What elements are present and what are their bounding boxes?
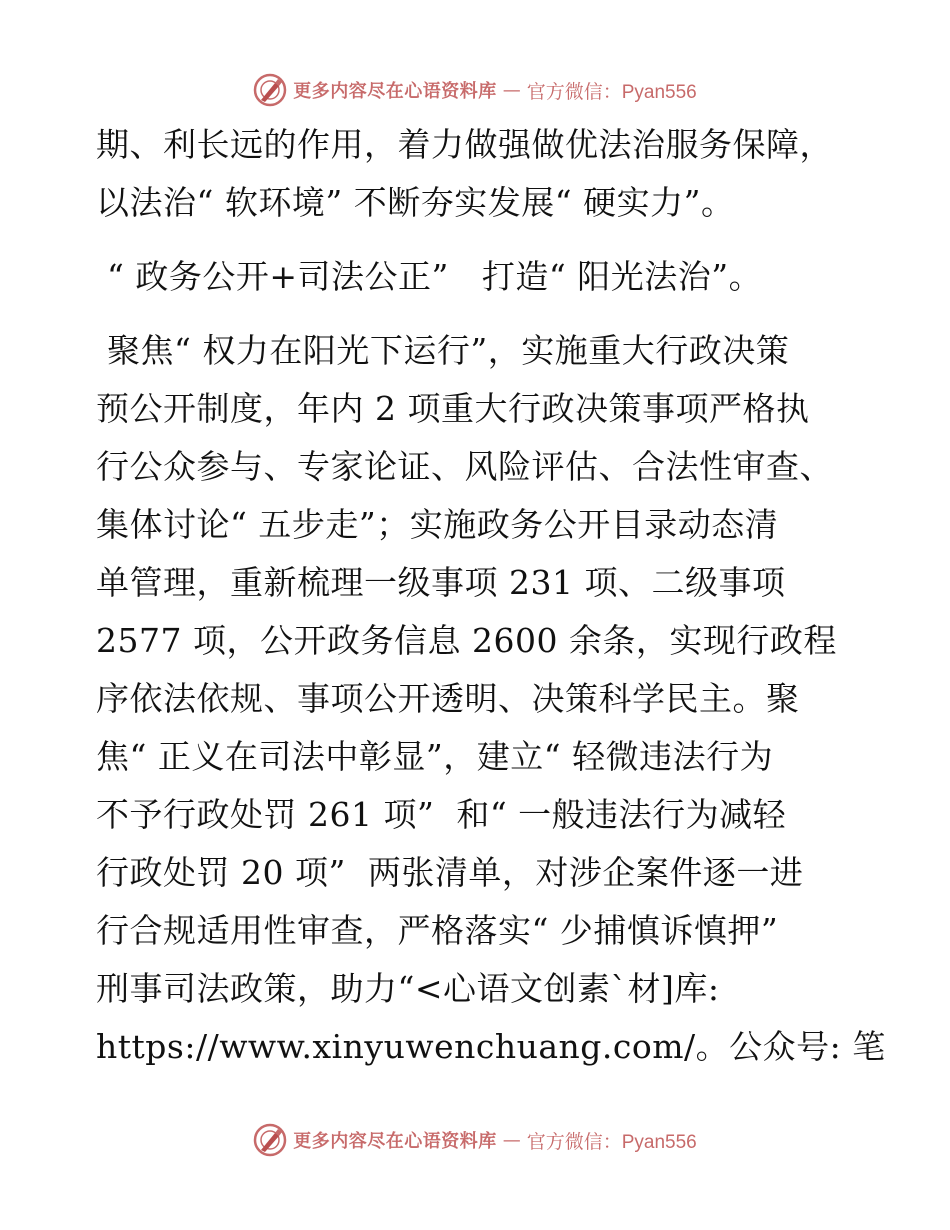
header-watermark-wechat: 官方微信：Pyan556	[526, 81, 697, 103]
body-line: 焦“ 正义在司法中彰显”，建立“ 轻微违法行为	[96, 737, 774, 776]
pen-logo-icon	[253, 1123, 287, 1157]
body-line: 集体讨论“ 五步走”；实施政务公开目录动态清	[96, 505, 779, 544]
header-watermark	[0, 70, 950, 110]
body-line: 序依法依规、事项公开透明、决策科学民主。聚	[96, 679, 800, 718]
body-line: 行公众参与、专家论证、风险评估、合法性审查、	[96, 447, 833, 486]
footer-watermark	[0, 1120, 950, 1160]
footer-watermark-separator: —	[502, 1129, 521, 1151]
pen-logo-icon	[253, 73, 287, 107]
footer-watermark-wechat: 官方微信：Pyan556	[526, 1131, 697, 1153]
document-body	[96, 116, 886, 1076]
body-line: 行政处罚 20 项” 两张清单，对涉企案件逐一进	[96, 853, 804, 892]
header-watermark-text: 更多内容尽在心语资料库	[293, 81, 497, 102]
section-heading: “ 政务公开+司法公正” 打造“ 阳光法治”。	[96, 257, 763, 296]
body-line: 不予行政处罚 261 项” 和“ 一般违法行为减轻	[96, 795, 787, 834]
body-line: 以法治“ 软环境” 不断夯实发展“ 硬实力”。	[96, 183, 735, 222]
body-line: https://www.xinyuwenchuang.com/。公众号: 笔	[96, 1027, 886, 1066]
body-line: 单管理，重新梳理一级事项 231 项、二级事项	[96, 563, 786, 602]
body-line: 预公开制度，年内 2 项重大行政决策事项严格执	[96, 389, 810, 428]
body-line: 2577 项，公开政务信息 2600 余条，实现行政程	[96, 621, 837, 660]
body-line: 聚焦“ 权力在阳光下运行”，实施重大行政决策	[96, 331, 790, 370]
footer-watermark-text: 更多内容尽在心语资料库	[293, 1131, 497, 1152]
body-line: 期、利长远的作用，着力做强做优法治服务保障，	[96, 125, 833, 164]
body-line: 刑事司法政策，助力“<心语文创素`材]库:	[96, 969, 720, 1008]
header-watermark-separator: —	[502, 79, 521, 101]
body-line: 行合规适用性审查，严格落实“ 少捕慎诉慎押”	[96, 911, 779, 950]
